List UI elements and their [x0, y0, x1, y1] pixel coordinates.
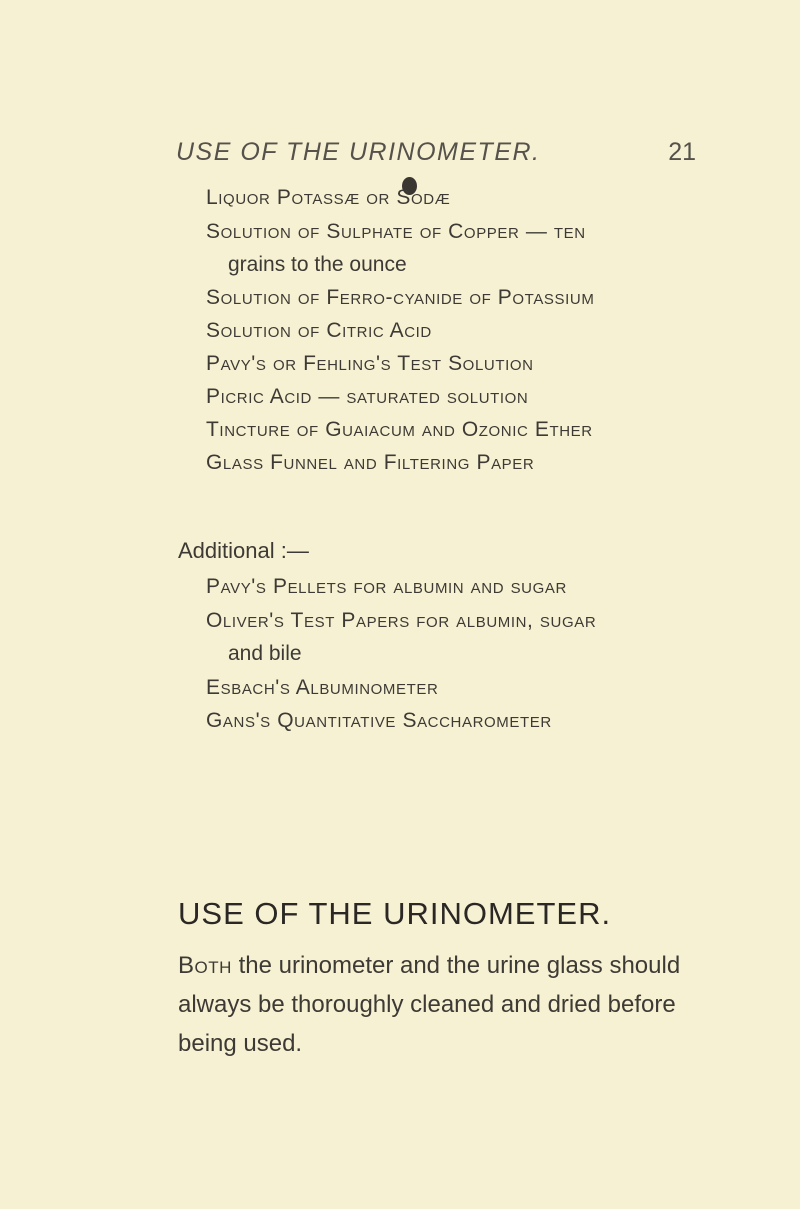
additional-item: Gans's Quantitative Saccharometer [206, 709, 552, 732]
body-paragraph [178, 946, 708, 1063]
reagent-item: Solution of Ferro-cyanide of Potassium [206, 286, 595, 309]
section-heading: USE OF THE URINOMETER. [178, 896, 612, 931]
page-number: 21 [668, 138, 696, 166]
reagent-item: Pavy's or Fehling's Test Solution [206, 352, 534, 375]
reagent-item: Glass Funnel and Filtering Paper [206, 451, 535, 474]
paragraph-text: the urinometer and the urine glass should always be thoroughly cleaned and dried before being used. [178, 952, 681, 1057]
additional-item: Esbach's Albuminometer [206, 676, 439, 699]
running-head [176, 138, 696, 178]
additional-item: Pavy's Pellets for albumin and sugar [206, 575, 567, 598]
reagent-item: Solution of Citric Acid [206, 319, 432, 342]
additional-item: Oliver's Test Papers for albumin, sugar [206, 609, 597, 632]
additional-item-continuation: and bile [228, 642, 302, 665]
running-title: USE OF THE URINOMETER. [176, 138, 541, 166]
first-word: Both [178, 952, 232, 979]
reagent-item-continuation: grains to the ounce [228, 253, 407, 276]
reagent-item: Solution of Sulphate of Copper — ten [206, 220, 586, 243]
additional-heading: Additional :— [178, 538, 309, 563]
reagent-item: Tincture of Guaiacum and Ozonic Ether [206, 418, 593, 441]
reagent-item: Liquor Potassæ or Sodæ [206, 186, 451, 209]
reagent-item: Picric Acid — saturated solution [206, 385, 529, 408]
